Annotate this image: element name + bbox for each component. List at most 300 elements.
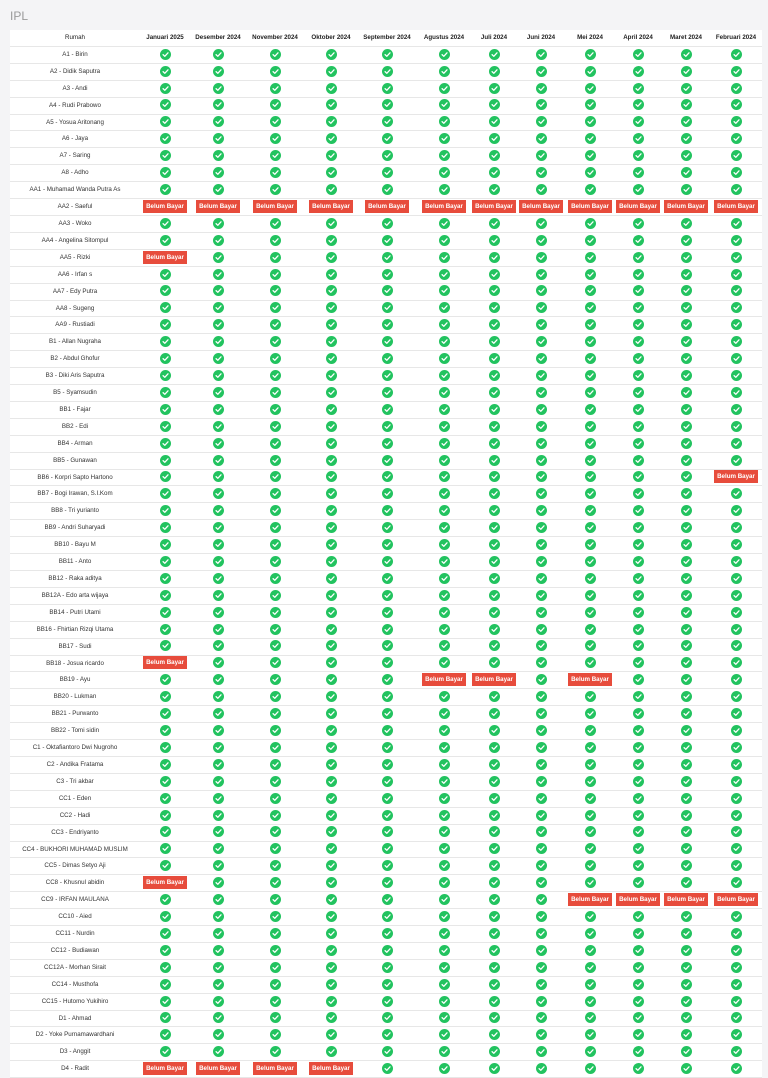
rumah-cell: BB12A - Edo arta wijaya: [10, 587, 140, 604]
paid-check-icon: [585, 759, 596, 770]
paid-check-icon: [382, 387, 393, 398]
payment-cell: [190, 520, 246, 537]
paid-check-icon: [270, 66, 281, 77]
paid-check-icon: [326, 640, 337, 651]
payment-cell: [614, 148, 662, 165]
paid-check-icon: [633, 184, 644, 195]
payment-cell: [472, 537, 516, 554]
payment-cell: [190, 266, 246, 283]
payment-cell: [662, 571, 710, 588]
paid-check-icon: [270, 455, 281, 466]
table-row: [10, 283, 762, 300]
payment-cell: [358, 368, 416, 385]
paid-check-icon: [489, 1063, 500, 1074]
payment-cell: [472, 706, 516, 723]
paid-check-icon: [731, 962, 742, 973]
payment-cell: [246, 942, 304, 959]
payment-cell: [662, 131, 710, 148]
paid-check-icon: [633, 776, 644, 787]
paid-check-icon: [536, 843, 547, 854]
payment-cell: [304, 46, 358, 63]
paid-check-icon: [270, 928, 281, 939]
payment-cell: [416, 1061, 472, 1078]
paid-check-icon: [681, 302, 692, 313]
payment-cell: [614, 165, 662, 182]
paid-check-icon: [633, 962, 644, 973]
payment-cell: [190, 148, 246, 165]
paid-check-icon: [585, 860, 596, 871]
payment-cell: [710, 131, 762, 148]
paid-check-icon: [439, 624, 450, 635]
payment-cell: [710, 469, 762, 486]
payment-cell: [710, 1027, 762, 1044]
paid-check-icon: [160, 184, 171, 195]
paid-check-icon: [585, 1063, 596, 1074]
paid-check-icon: [536, 725, 547, 736]
paid-check-icon: [731, 860, 742, 871]
payment-cell: [304, 807, 358, 824]
page-header: [0, 0, 768, 30]
paid-check-icon: [489, 759, 500, 770]
payment-cell: [246, 46, 304, 63]
paid-check-icon: [489, 826, 500, 837]
paid-check-icon: [536, 387, 547, 398]
payment-cell: [662, 401, 710, 418]
payment-cell: [416, 1027, 472, 1044]
paid-check-icon: [439, 657, 450, 668]
payment-cell: [566, 215, 614, 232]
payment-cell: [304, 215, 358, 232]
paid-check-icon: [270, 319, 281, 330]
paid-check-icon: [213, 590, 224, 601]
payment-cell: [304, 892, 358, 909]
payment-cell: [190, 215, 246, 232]
payment-cell: [710, 199, 762, 216]
payment-cell: [140, 351, 190, 368]
payment-cell: [246, 858, 304, 875]
paid-check-icon: [326, 353, 337, 364]
paid-check-icon: [681, 99, 692, 110]
paid-check-icon: [213, 522, 224, 533]
rumah-cell: C3 - Tri akbar: [10, 773, 140, 790]
paid-check-icon: [633, 1046, 644, 1057]
payment-cell: [614, 841, 662, 858]
payment-cell: [416, 790, 472, 807]
payment-cell: [190, 199, 246, 216]
payment-cell: [358, 723, 416, 740]
payment-cell: [304, 385, 358, 402]
payment-cell: [614, 723, 662, 740]
rumah-cell: AA7 - Edy Putra: [10, 283, 140, 300]
paid-check-icon: [382, 962, 393, 973]
paid-check-icon: [439, 691, 450, 702]
payment-cell: [140, 875, 190, 892]
rumah-cell: D2 - Yoke Purnamawardhani: [10, 1027, 140, 1044]
payment-cell: [140, 486, 190, 503]
paid-check-icon: [326, 455, 337, 466]
rumah-cell: CC11 - Nurdin: [10, 926, 140, 943]
paid-check-icon: [731, 708, 742, 719]
paid-check-icon: [585, 877, 596, 888]
paid-check-icon: [160, 285, 171, 296]
paid-check-icon: [326, 860, 337, 871]
payment-cell: [662, 926, 710, 943]
payment-cell: [246, 520, 304, 537]
paid-check-icon: [213, 894, 224, 905]
paid-check-icon: [382, 184, 393, 195]
paid-check-icon: [160, 302, 171, 313]
paid-check-icon: [681, 150, 692, 161]
rumah-cell: BB10 - Bayu M: [10, 537, 140, 554]
payment-cell: [710, 435, 762, 452]
payment-cell: [190, 385, 246, 402]
payment-cell: [614, 672, 662, 689]
payment-cell: [190, 909, 246, 926]
payment-cell: [358, 165, 416, 182]
payment-cell: [246, 114, 304, 131]
paid-check-icon: [633, 99, 644, 110]
paid-check-icon: [633, 116, 644, 127]
payment-cell: [358, 740, 416, 757]
payment-cell: [516, 706, 566, 723]
payment-cell: [662, 232, 710, 249]
paid-check-icon: [213, 810, 224, 821]
paid-check-icon: [585, 776, 596, 787]
paid-check-icon: [633, 1012, 644, 1023]
paid-check-icon: [160, 810, 171, 821]
payment-cell: [472, 63, 516, 80]
payment-cell: [246, 807, 304, 824]
payment-cell: [614, 80, 662, 97]
table-body: [10, 46, 762, 1077]
paid-check-icon: [326, 285, 337, 296]
paid-check-icon: [326, 488, 337, 499]
payment-cell: [190, 655, 246, 672]
paid-check-icon: [439, 285, 450, 296]
payment-cell: [246, 283, 304, 300]
payment-cell: [614, 537, 662, 554]
payment-cell: [416, 63, 472, 80]
paid-check-icon: [382, 725, 393, 736]
paid-check-icon: [585, 573, 596, 584]
paid-check-icon: [382, 691, 393, 702]
paid-check-icon: [160, 421, 171, 432]
unpaid-badge: Belum Bayar: [365, 200, 409, 213]
paid-check-icon: [439, 49, 450, 60]
paid-check-icon: [585, 387, 596, 398]
payment-cell: [662, 993, 710, 1010]
paid-check-icon: [439, 421, 450, 432]
payment-cell: [140, 401, 190, 418]
paid-check-icon: [160, 928, 171, 939]
payment-cell: [472, 638, 516, 655]
payment-cell: [190, 942, 246, 959]
payment-cell: [710, 452, 762, 469]
paid-check-icon: [489, 269, 500, 280]
paid-check-icon: [585, 471, 596, 482]
payment-cell: [416, 807, 472, 824]
payment-cell: [516, 858, 566, 875]
paid-check-icon: [681, 235, 692, 246]
payment-cell: [246, 790, 304, 807]
paid-check-icon: [270, 793, 281, 804]
paid-check-icon: [489, 66, 500, 77]
paid-check-icon: [439, 979, 450, 990]
paid-check-icon: [633, 759, 644, 770]
paid-check-icon: [681, 438, 692, 449]
paid-check-icon: [585, 404, 596, 415]
paid-check-icon: [213, 438, 224, 449]
paid-check-icon: [489, 877, 500, 888]
paid-check-icon: [213, 49, 224, 60]
paid-check-icon: [213, 996, 224, 1007]
table-row: [10, 1027, 762, 1044]
rumah-cell: BB4 - Arman: [10, 435, 140, 452]
paid-check-icon: [439, 167, 450, 178]
payment-cell: [614, 266, 662, 283]
paid-check-icon: [270, 708, 281, 719]
paid-check-icon: [585, 657, 596, 668]
paid-check-icon: [213, 742, 224, 753]
paid-check-icon: [160, 387, 171, 398]
payment-cell: [416, 655, 472, 672]
paid-check-icon: [536, 235, 547, 246]
rumah-cell: BB12 - Raka aditya: [10, 571, 140, 588]
paid-check-icon: [439, 269, 450, 280]
payment-cell: [472, 300, 516, 317]
payment-cell: [614, 401, 662, 418]
payment-cell: [246, 249, 304, 266]
paid-check-icon: [633, 793, 644, 804]
payment-cell: [246, 232, 304, 249]
paid-check-icon: [536, 793, 547, 804]
payment-cell: [358, 520, 416, 537]
payment-cell: [416, 351, 472, 368]
paid-check-icon: [382, 133, 393, 144]
payment-cell: [566, 740, 614, 757]
paid-check-icon: [633, 285, 644, 296]
paid-check-icon: [536, 590, 547, 601]
paid-check-icon: [160, 776, 171, 787]
paid-check-icon: [160, 404, 171, 415]
payment-cell: [304, 1010, 358, 1027]
payment-cell: [140, 604, 190, 621]
payment-cell: [710, 520, 762, 537]
payment-cell: [358, 571, 416, 588]
payment-cell: [614, 283, 662, 300]
payment-cell: [190, 131, 246, 148]
payment-cell: [472, 469, 516, 486]
table-row: [10, 790, 762, 807]
payment-cell: [614, 317, 662, 334]
payment-cell: [140, 182, 190, 199]
table-row: [10, 571, 762, 588]
payment-cell: [614, 418, 662, 435]
rumah-cell: A3 - Andi: [10, 80, 140, 97]
paid-check-icon: [326, 590, 337, 601]
payment-cell: [566, 807, 614, 824]
paid-check-icon: [270, 573, 281, 584]
table-row: [10, 63, 762, 80]
paid-check-icon: [326, 843, 337, 854]
ipl-payment-table-container: [10, 30, 762, 1078]
payment-cell: [190, 317, 246, 334]
payment-cell: [710, 706, 762, 723]
payment-cell: [710, 875, 762, 892]
table-row: [10, 875, 762, 892]
rumah-cell: B5 - Syamsudin: [10, 385, 140, 402]
payment-cell: [614, 858, 662, 875]
payment-cell: [472, 46, 516, 63]
paid-check-icon: [585, 624, 596, 635]
payment-cell: [710, 215, 762, 232]
paid-check-icon: [633, 640, 644, 651]
table-row: [10, 858, 762, 875]
payment-cell: [140, 368, 190, 385]
payment-cell: [140, 148, 190, 165]
payment-cell: [710, 182, 762, 199]
payment-cell: [516, 334, 566, 351]
paid-check-icon: [326, 438, 337, 449]
paid-check-icon: [439, 438, 450, 449]
rumah-cell: AA4 - Angelina Sitompul: [10, 232, 140, 249]
paid-check-icon: [326, 996, 337, 1007]
payment-cell: [566, 841, 614, 858]
paid-check-icon: [160, 674, 171, 685]
paid-check-icon: [160, 150, 171, 161]
paid-check-icon: [382, 421, 393, 432]
payment-cell: [710, 114, 762, 131]
payment-cell: [358, 604, 416, 621]
paid-check-icon: [270, 370, 281, 381]
payment-cell: [710, 571, 762, 588]
paid-check-icon: [536, 116, 547, 127]
paid-check-icon: [681, 945, 692, 956]
paid-check-icon: [326, 556, 337, 567]
paid-check-icon: [585, 184, 596, 195]
paid-check-icon: [160, 996, 171, 1007]
payment-cell: [566, 232, 614, 249]
paid-check-icon: [681, 928, 692, 939]
payment-cell: [662, 790, 710, 807]
payment-cell: [416, 892, 472, 909]
payment-cell: [662, 351, 710, 368]
column-header-month: Februari 2024: [710, 30, 762, 46]
payment-cell: [662, 199, 710, 216]
payment-cell: [416, 232, 472, 249]
rumah-cell: BB1 - Fajar: [10, 401, 140, 418]
table-row: [10, 706, 762, 723]
payment-cell: [358, 807, 416, 824]
paid-check-icon: [213, 471, 224, 482]
unpaid-badge: Belum Bayar: [616, 893, 660, 906]
paid-check-icon: [681, 167, 692, 178]
paid-check-icon: [731, 404, 742, 415]
payment-cell: [566, 435, 614, 452]
paid-check-icon: [382, 319, 393, 330]
paid-check-icon: [382, 928, 393, 939]
paid-check-icon: [731, 302, 742, 313]
payment-cell: [516, 723, 566, 740]
paid-check-icon: [439, 928, 450, 939]
column-header-month: Juli 2024: [472, 30, 516, 46]
paid-check-icon: [536, 488, 547, 499]
unpaid-badge: Belum Bayar: [196, 1062, 240, 1075]
payment-cell: [140, 892, 190, 909]
payment-cell: [472, 959, 516, 976]
payment-cell: [140, 621, 190, 638]
payment-cell: [304, 638, 358, 655]
payment-cell: [246, 215, 304, 232]
paid-check-icon: [439, 759, 450, 770]
paid-check-icon: [681, 83, 692, 94]
paid-check-icon: [633, 319, 644, 330]
paid-check-icon: [633, 421, 644, 432]
payment-cell: [304, 959, 358, 976]
payment-cell: [416, 537, 472, 554]
payment-cell: [662, 63, 710, 80]
payment-cell: [140, 97, 190, 114]
paid-check-icon: [439, 708, 450, 719]
column-header-month: Oktober 2024: [304, 30, 358, 46]
paid-check-icon: [536, 657, 547, 668]
payment-cell: [358, 232, 416, 249]
payment-cell: [190, 537, 246, 554]
payment-cell: [358, 283, 416, 300]
paid-check-icon: [270, 860, 281, 871]
paid-check-icon: [382, 860, 393, 871]
paid-check-icon: [681, 133, 692, 144]
payment-cell: [190, 469, 246, 486]
rumah-cell: C1 - Oktafiantoro Dwi Nugroho: [10, 740, 140, 757]
paid-check-icon: [326, 607, 337, 618]
payment-cell: [472, 114, 516, 131]
payment-cell: [140, 300, 190, 317]
paid-check-icon: [681, 336, 692, 347]
payment-cell: [416, 266, 472, 283]
unpaid-badge: Belum Bayar: [143, 876, 187, 889]
payment-cell: [246, 486, 304, 503]
payment-cell: [140, 926, 190, 943]
paid-check-icon: [213, 269, 224, 280]
table-row: [10, 942, 762, 959]
table-row: [10, 452, 762, 469]
payment-cell: [472, 976, 516, 993]
table-row: [10, 503, 762, 520]
paid-check-icon: [382, 911, 393, 922]
payment-cell: [516, 182, 566, 199]
paid-check-icon: [536, 353, 547, 364]
paid-check-icon: [681, 776, 692, 787]
payment-cell: [614, 114, 662, 131]
paid-check-icon: [585, 1012, 596, 1023]
paid-check-icon: [633, 624, 644, 635]
paid-check-icon: [439, 505, 450, 516]
paid-check-icon: [536, 1012, 547, 1023]
paid-check-icon: [489, 1046, 500, 1057]
paid-check-icon: [489, 150, 500, 161]
paid-check-icon: [731, 353, 742, 364]
payment-cell: [472, 689, 516, 706]
payment-cell: [358, 97, 416, 114]
payment-cell: [246, 1010, 304, 1027]
payment-cell: [516, 756, 566, 773]
paid-check-icon: [326, 336, 337, 347]
paid-check-icon: [160, 894, 171, 905]
rumah-cell: CC14 - Musthofa: [10, 976, 140, 993]
paid-check-icon: [681, 387, 692, 398]
payment-cell: [140, 452, 190, 469]
